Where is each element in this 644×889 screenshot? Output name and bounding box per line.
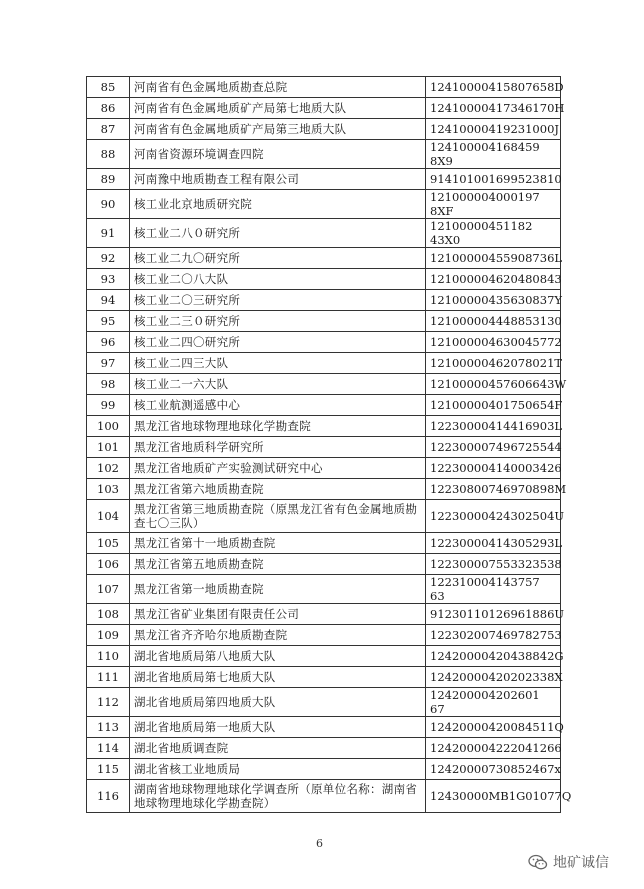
table-row — [87, 219, 561, 248]
org-name-cell: 核工业二一六大队 — [130, 374, 426, 395]
table-row — [87, 269, 561, 290]
credit-code-cell: 12100000462078021T — [426, 353, 561, 374]
org-name-cell: 湖北省地质局第七地质大队 — [130, 667, 426, 688]
table-row — [87, 140, 561, 169]
credit-code-cell: 122302007469782753 — [426, 625, 561, 646]
row-number-cell: 110 — [87, 646, 130, 667]
table-row — [87, 604, 561, 625]
org-name-cell: 黑龙江省第三地质勘查院（原黑龙江省有色金属地质勘查七〇三队） — [130, 500, 426, 533]
org-name-cell: 核工业二四〇研究所 — [130, 332, 426, 353]
table-row — [87, 374, 561, 395]
table-row — [87, 311, 561, 332]
page-number: 6 — [316, 837, 323, 850]
row-number-cell: 105 — [87, 533, 130, 554]
credit-code-cell: 12100000457606643W — [426, 374, 561, 395]
credit-code-cell: 122300007553323538 — [426, 554, 561, 575]
credit-code-cell: 122310004143757 63 — [426, 575, 561, 604]
table-row — [87, 533, 561, 554]
table-row — [87, 575, 561, 604]
row-number-cell: 85 — [87, 77, 130, 98]
org-name-cell: 黑龙江省齐齐哈尔地质勘查院 — [130, 625, 426, 646]
credit-code-cell: 124200004202601 67 — [426, 688, 561, 717]
org-name-cell: 黑龙江省矿业集团有限责任公司 — [130, 604, 426, 625]
credit-code-cell: 12430000MB1G01077Q — [426, 780, 561, 813]
row-number-cell: 114 — [87, 738, 130, 759]
credit-code-cell: 122300007496725544 — [426, 437, 561, 458]
org-name-cell: 河南省有色金属地质矿产局第七地质大队 — [130, 98, 426, 119]
org-name-cell: 核工业二三０研究所 — [130, 311, 426, 332]
credit-code-cell: 12420000420438842G — [426, 646, 561, 667]
row-number-cell: 93 — [87, 269, 130, 290]
table-row — [87, 717, 561, 738]
row-number-cell: 89 — [87, 169, 130, 190]
credit-code-cell: 914101001699523810 — [426, 169, 561, 190]
credit-code-cell: 121000004630045772 — [426, 332, 561, 353]
row-number-cell: 108 — [87, 604, 130, 625]
org-name-cell: 核工业二四三大队 — [130, 353, 426, 374]
org-name-cell: 湖北省地质局第四地质大队 — [130, 688, 426, 717]
credit-code-cell: 124200004222041266 — [426, 738, 561, 759]
org-name-cell: 河南豫中地质勘查工程有限公司 — [130, 169, 426, 190]
table-body — [87, 77, 572, 813]
table-row — [87, 437, 561, 458]
organization-table — [86, 76, 572, 813]
org-name-cell: 湖南省地球物理地球化学调查所（原单位名称：湖南省地球物理地球化学勘查院） — [130, 780, 426, 813]
credit-code-cell: 12100000455908736L — [426, 248, 561, 269]
org-name-cell: 黑龙江省第一地质勘查院 — [130, 575, 426, 604]
credit-code-cell: 121000004620480843 — [426, 269, 561, 290]
org-name-cell: 湖北省地质局第八地质大队 — [130, 646, 426, 667]
credit-code-cell: 12410000417346170H — [426, 98, 561, 119]
credit-code-cell: 122300004140003426 — [426, 458, 561, 479]
credit-code-cell: 12420000730852467x — [426, 759, 561, 780]
row-number-cell: 90 — [87, 190, 130, 219]
row-number-cell: 104 — [87, 500, 130, 533]
row-number-cell: 100 — [87, 416, 130, 437]
row-number-cell: 112 — [87, 688, 130, 717]
table-row — [87, 98, 561, 119]
row-number-cell: 103 — [87, 479, 130, 500]
org-name-cell: 河南省资源环境调查四院 — [130, 140, 426, 169]
row-number-cell: 107 — [87, 575, 130, 604]
table-row — [87, 479, 561, 500]
credit-code-cell: 12420000420084511Q — [426, 717, 561, 738]
row-number-cell: 92 — [87, 248, 130, 269]
org-name-cell: 湖北省核工业地质局 — [130, 759, 426, 780]
row-number-cell: 87 — [87, 119, 130, 140]
table-row — [87, 119, 561, 140]
table-row — [87, 395, 561, 416]
row-number-cell: 101 — [87, 437, 130, 458]
row-number-cell: 91 — [87, 219, 130, 248]
org-name-cell: 黑龙江省第十一地质勘查院 — [130, 533, 426, 554]
row-number-cell: 86 — [87, 98, 130, 119]
credit-code-cell: 124100004168459 8X9 — [426, 140, 561, 169]
row-number-cell: 95 — [87, 311, 130, 332]
table-row — [87, 688, 561, 717]
row-number-cell: 109 — [87, 625, 130, 646]
table-row — [87, 290, 561, 311]
table-row — [87, 248, 561, 269]
org-name-cell: 湖北省地质局第一地质大队 — [130, 717, 426, 738]
credit-code-cell: 12410000419231000J — [426, 119, 561, 140]
row-number-cell: 115 — [87, 759, 130, 780]
credit-code-cell: 12230000414416903L — [426, 416, 561, 437]
credit-code-cell: 12100000401750654F — [426, 395, 561, 416]
row-number-cell: 116 — [87, 780, 130, 813]
table-row — [87, 780, 561, 813]
table-row — [87, 738, 561, 759]
table-row — [87, 77, 561, 98]
watermark-text: 地矿诚信 — [553, 855, 609, 871]
watermark — [528, 852, 609, 872]
row-number-cell: 106 — [87, 554, 130, 575]
table-row — [87, 667, 561, 688]
row-number-cell: 88 — [87, 140, 130, 169]
table-row — [87, 169, 561, 190]
credit-code-cell: 12230800746970898M — [426, 479, 561, 500]
credit-code-cell: 91230110126961886U — [426, 604, 561, 625]
org-name-cell: 核工业北京地质研究院 — [130, 190, 426, 219]
org-name-cell: 湖北省地质调查院 — [130, 738, 426, 759]
org-name-cell: 核工业二八０研究所 — [130, 219, 426, 248]
table-row — [87, 416, 561, 437]
credit-code-cell: 121000004000197 8XF — [426, 190, 561, 219]
org-name-cell: 黑龙江省地质科学研究所 — [130, 437, 426, 458]
row-number-cell: 96 — [87, 332, 130, 353]
credit-code-cell: 12410000415807658D — [426, 77, 561, 98]
org-name-cell: 核工业二九〇研究所 — [130, 248, 426, 269]
org-name-cell: 核工业航测遥感中心 — [130, 395, 426, 416]
row-number-cell: 99 — [87, 395, 130, 416]
row-number-cell: 97 — [87, 353, 130, 374]
org-name-cell: 核工业二〇八大队 — [130, 269, 426, 290]
wechat-icon — [528, 854, 548, 871]
table-row — [87, 554, 561, 575]
credit-code-cell: 12230000424302504U — [426, 500, 561, 533]
table-row — [87, 190, 561, 219]
row-number-cell: 98 — [87, 374, 130, 395]
org-name-cell: 黑龙江省第五地质勘查院 — [130, 554, 426, 575]
table-row — [87, 353, 561, 374]
credit-code-cell: 12100000451182 43X0 — [426, 219, 561, 248]
org-name-cell: 核工业二〇三研究所 — [130, 290, 426, 311]
row-number-cell: 94 — [87, 290, 130, 311]
credit-code-cell: 12100000435630837Y — [426, 290, 561, 311]
row-number-cell: 111 — [87, 667, 130, 688]
table-row — [87, 500, 561, 533]
row-number-cell: 113 — [87, 717, 130, 738]
org-name-cell: 黑龙江省地质矿产实验测试研究中心 — [130, 458, 426, 479]
org-name-cell: 河南省有色金属地质勘查总院 — [130, 77, 426, 98]
row-number-cell: 102 — [87, 458, 130, 479]
table-row — [87, 759, 561, 780]
table-row — [87, 625, 561, 646]
org-name-cell: 黑龙江省第六地质勘查院 — [130, 479, 426, 500]
table-row — [87, 458, 561, 479]
table-row — [87, 646, 561, 667]
credit-code-cell: 12230000414305293L — [426, 533, 561, 554]
credit-code-cell: 12420000420202338X — [426, 667, 561, 688]
org-name-cell: 河南省有色金属地质矿产局第三地质大队 — [130, 119, 426, 140]
table-row — [87, 332, 561, 353]
credit-code-cell: 121000004448853130 — [426, 311, 561, 332]
org-name-cell: 黑龙江省地球物理地球化学勘查院 — [130, 416, 426, 437]
